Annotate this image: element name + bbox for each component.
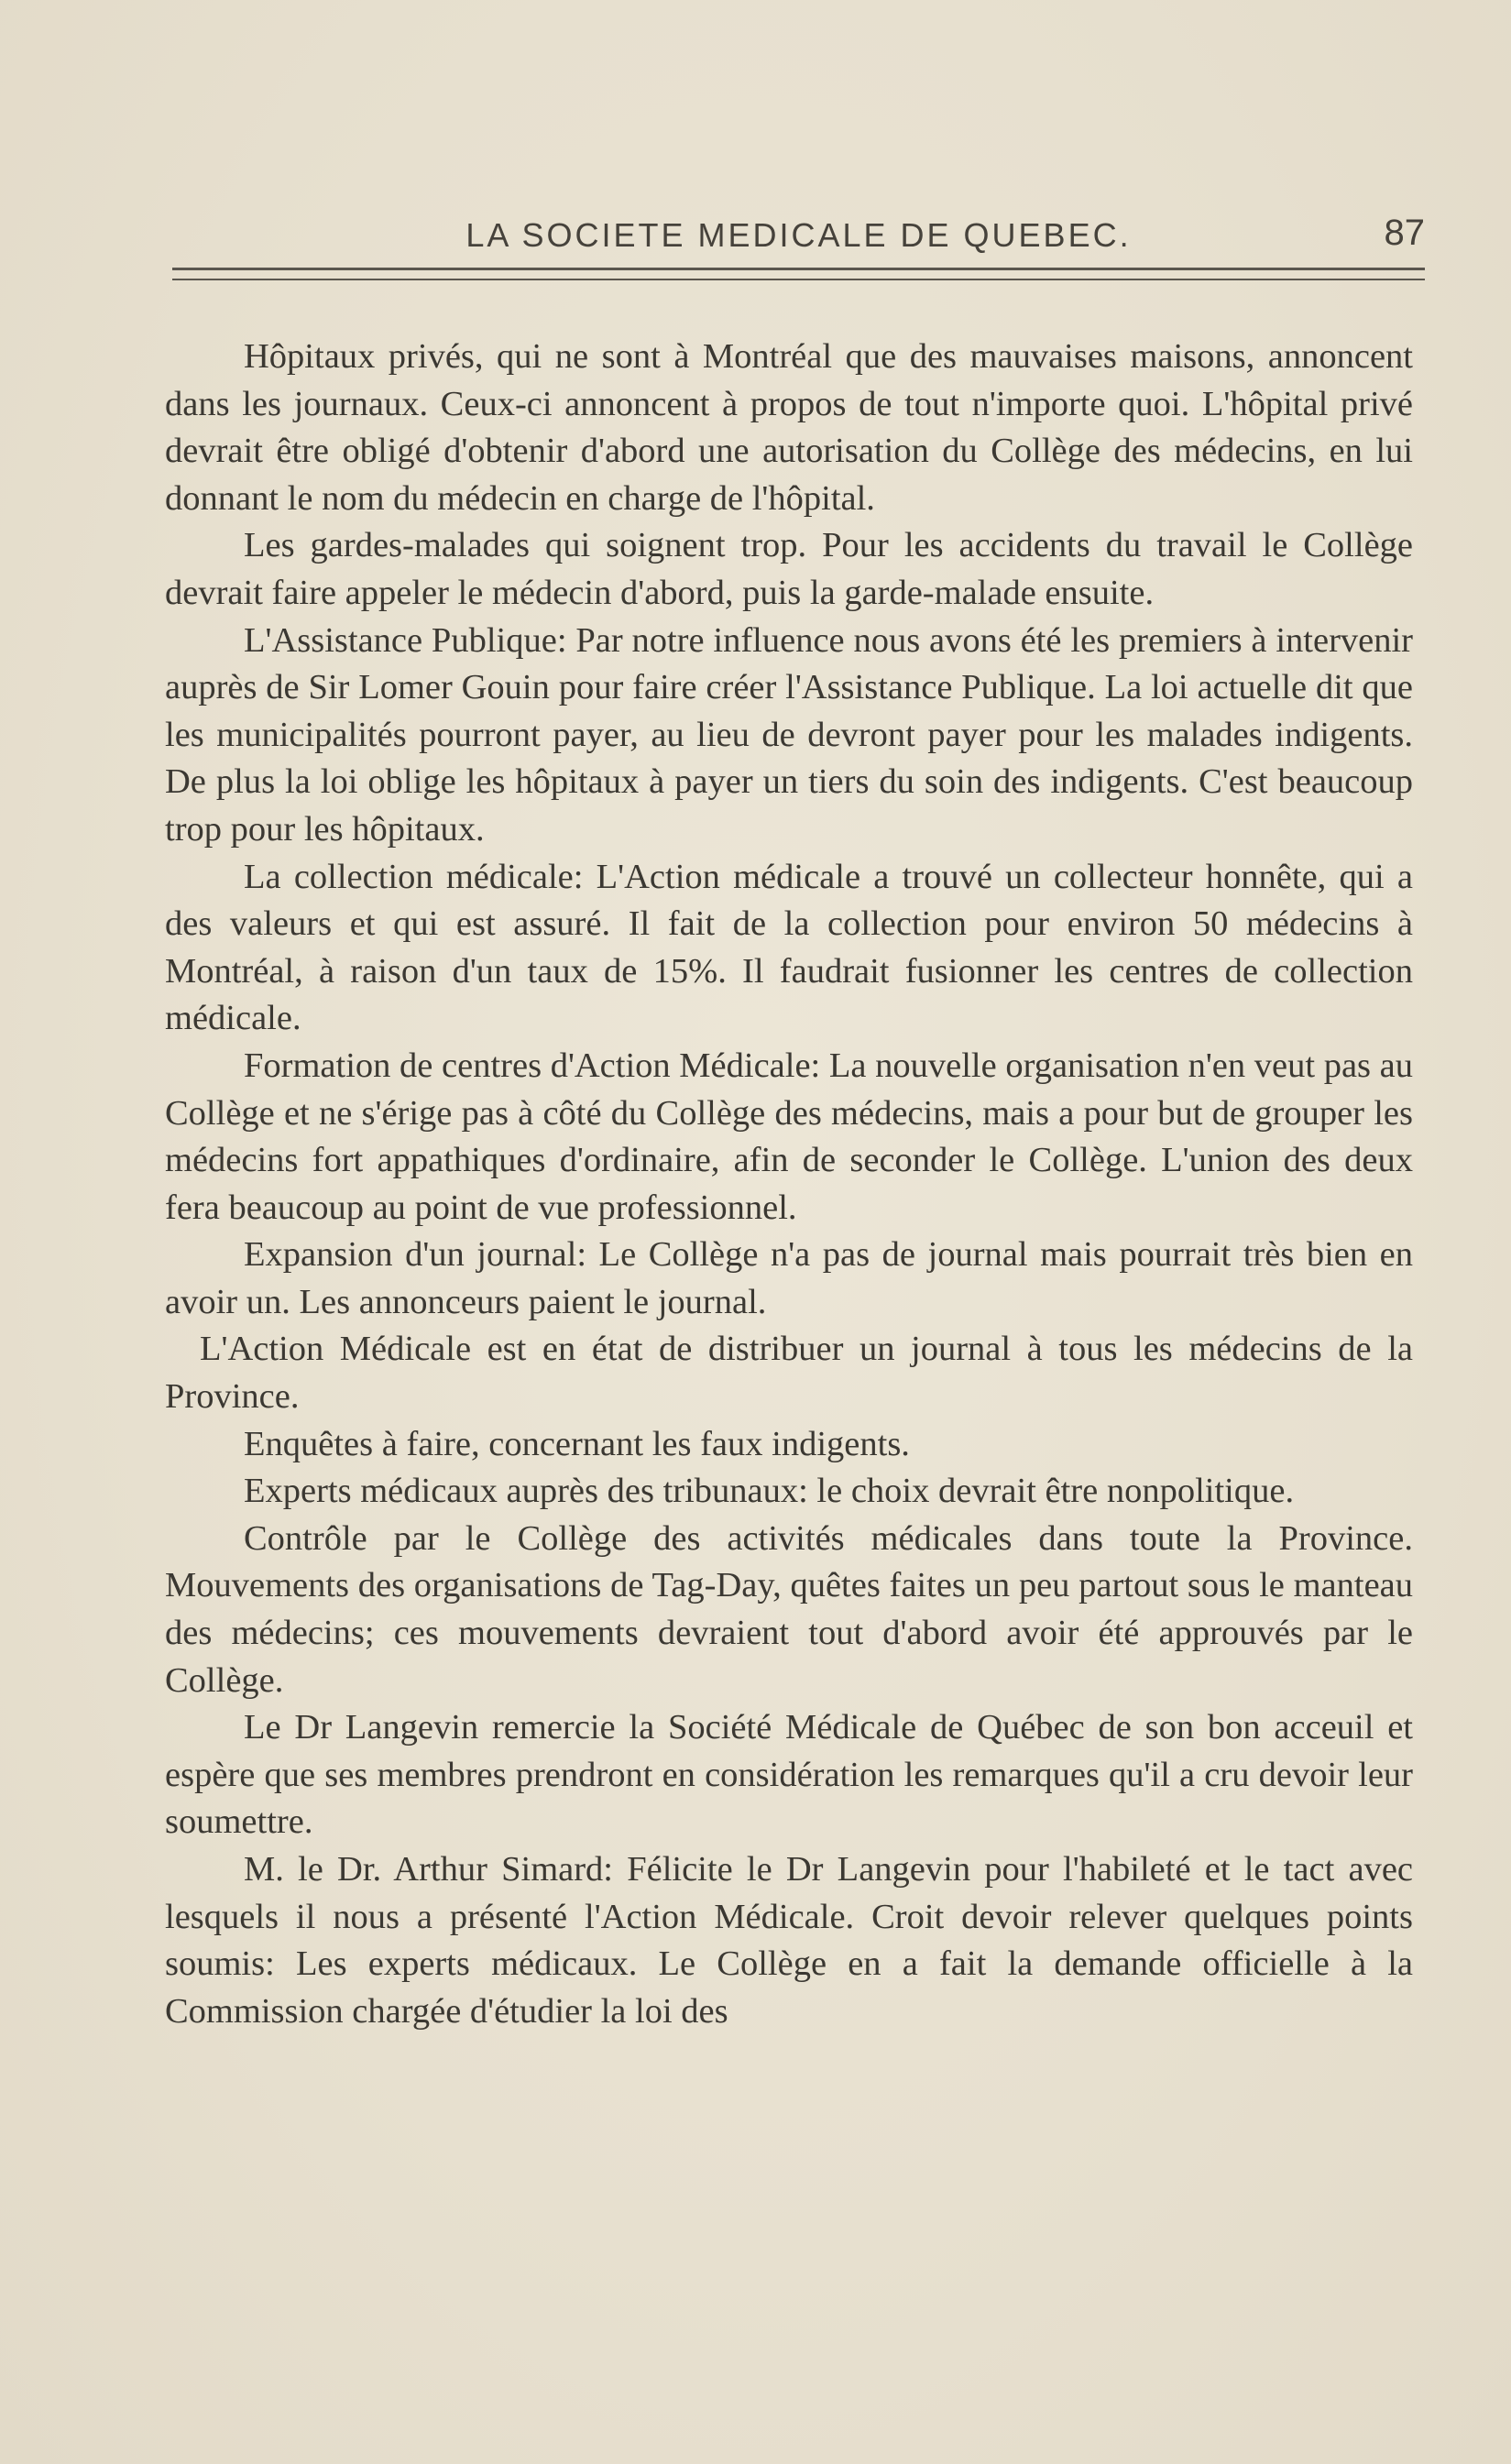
paragraph-inquiries: Enquêtes à faire, concernant les faux indigents. [244,1424,910,1463]
running-title: LA SOCIETE MEDICALE DE QUEBEC. [465,216,1132,254]
paragraph-nurses: Les gardes-malades qui soignent trop. Pour les accidents du travail le Collège devrait faire appeler le médecin d'abord, puis la garde-malade ensuite. [165,526,1413,612]
header-rule-bottom [172,279,1425,280]
paragraph-college-control: Contrôle par le Collège des activités médicales dans toute la Province. Mouvements des organisations de Tag-Day, quêtes faites un peu partout sous le manteau des médecins; ces mouvements devraient tout d'abord avoir été approuvés par le Collège. [165,1518,1413,1700]
paragraph-journal-expansion: Expansion d'un journal: Le Collège n'a pas de journal mais pourrait très bien en avoir un. Les annonceurs paient le journal. [165,1235,1413,1321]
header-rule-top [172,268,1425,270]
paragraph-journal-distribution: L'Action Médicale est en état de distribuer un journal à tous les médecins de la Province. [165,1330,1413,1417]
page-number: 87 [1384,213,1425,253]
running-header [172,213,1425,268]
paragraph-action-centres: Formation de centres d'Action Médicale: La nouvelle organisation n'en veut pas au Collège et ne s'érige pas à côté du Collège des médecins, mais a pour but de grouper les médecins fort appathiques d'ordinaire, afin de seconder le Collège. L'union des deux fera beaucoup au point de vue professionnel. [165,1046,1413,1227]
body-text [165,334,1413,2035]
paragraph-public-assistance: L'Assistance Publique: Par notre influence nous avons été les premiers à intervenir auprès de Sir Lomer Gouin pour faire créer l'Assistance Publique. La loi actuelle dit que les municipalités pourront payer, au lieu de devront payer pour les malades indigents. De plus la loi oblige les hôpitaux à payer un tiers du soin des indigents. C'est beaucoup trop pour les hôpitaux. [165,620,1413,849]
paragraph-private-hospitals: Hôpitaux privés, qui ne sont à Montréal que des mauvaises maisons, annoncent dans les journaux. Ceux-ci annoncent à propos de tout n'importe quoi. L'hôpital privé devrait être obligé d'obtenir d'abord une autorisation du Collège des médecins, en lui donnant le nom du médecin en charge de l'hôpital. [165,337,1413,518]
paragraph-langevin-thanks: Le Dr Langevin remercie la Société Médicale de Québec de son bon acceuil et espère que ses membres prendront en considération les remarques qu'il a cru devoir leur soumettre. [165,1708,1413,1842]
paragraph-medical-experts: Experts médicaux auprès des tribunaux: le choix devrait être nonpolitique. [244,1472,1295,1511]
paragraph-medical-collection: La collection médicale: L'Action médicale a trouvé un collecteur honnête, qui a des valeurs et qui est assuré. Il fait de la collection pour environ 50 médecins à Montréal, à raison d'un taux de 15%. Il faudrait fusionner les centres de collection médicale. [165,857,1413,1038]
paragraph-simard: M. le Dr. Arthur Simard: Félicite le Dr Langevin pour l'habileté et le tact avec lesquels il nous a présenté l'Action Médicale. Croit devoir relever quelques points soumis: Les experts médicaux. Le Collège en a fait la demande officielle à la Commission chargée d'étudier la loi des [165,1850,1413,2031]
